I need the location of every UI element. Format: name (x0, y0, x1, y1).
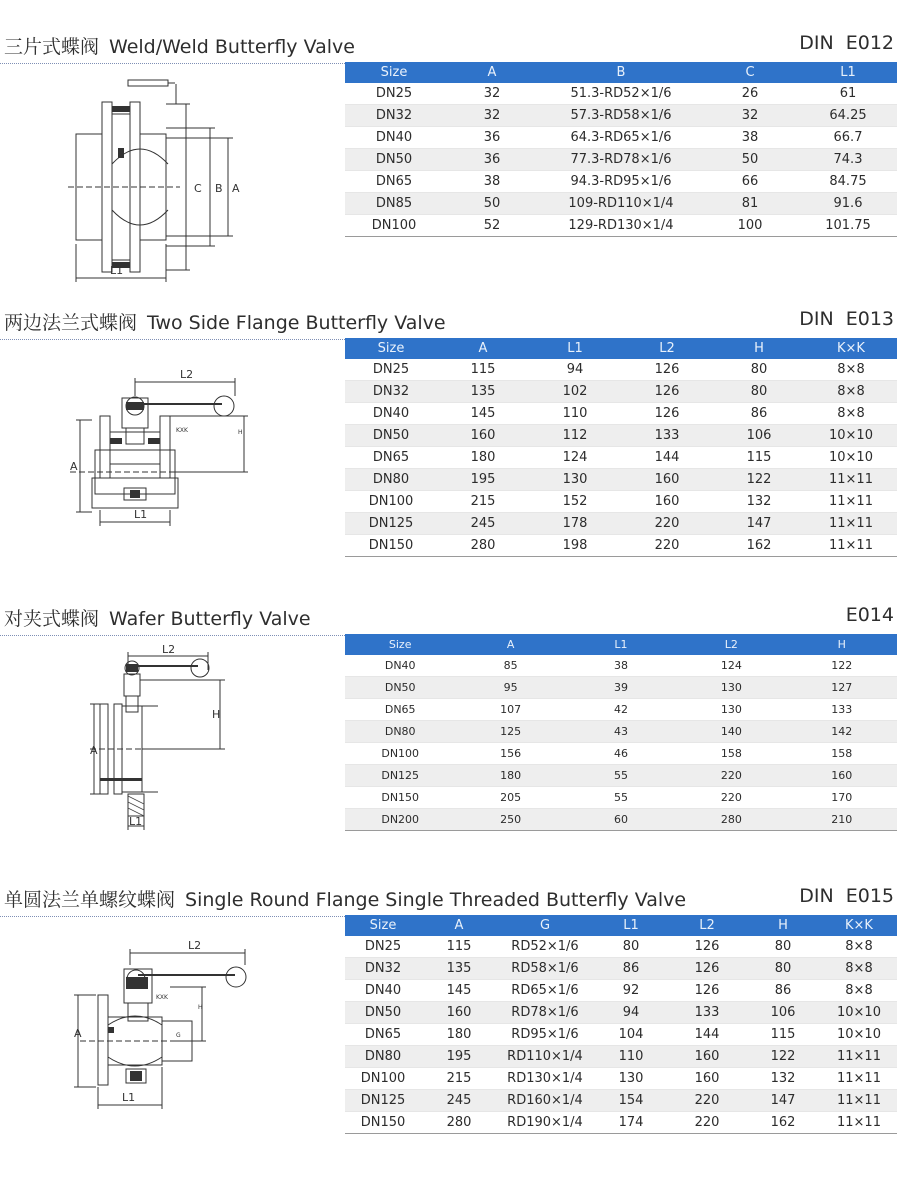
cell: 126 (621, 381, 713, 403)
cell: DN150 (345, 1112, 421, 1134)
divider (0, 635, 345, 636)
table-row (345, 677, 897, 699)
col-header: H (787, 634, 897, 655)
cell: 10×10 (805, 447, 897, 469)
col-header: L2 (669, 915, 745, 936)
table-row (345, 359, 897, 381)
divider (0, 339, 345, 340)
table-row (345, 1068, 897, 1090)
cell: 86 (593, 958, 669, 980)
cell: 160 (787, 765, 897, 787)
cell: 156 (455, 743, 565, 765)
section-title (4, 308, 446, 335)
cell: 92 (593, 980, 669, 1002)
cell: 115 (421, 936, 497, 958)
dim-label-a: A (90, 744, 98, 757)
table-row (345, 1002, 897, 1024)
cell: 10×10 (821, 1024, 897, 1046)
cell: 160 (669, 1046, 745, 1068)
cell: 220 (676, 765, 786, 787)
cell: 245 (421, 1090, 497, 1112)
cell: 125 (455, 721, 565, 743)
cell: DN50 (345, 425, 437, 447)
cell: 8×8 (805, 359, 897, 381)
title-en: Weld/Weld Butterfly Valve (109, 36, 355, 58)
table-row (345, 743, 897, 765)
two-side-flange-drawing (40, 364, 260, 534)
cell: 8×8 (821, 958, 897, 980)
cell: 152 (529, 491, 621, 513)
cell: 26 (701, 83, 799, 105)
cell: 250 (455, 809, 565, 831)
cell: RD58×1/6 (497, 958, 593, 980)
cell: RD190×1/4 (497, 1112, 593, 1134)
cell: 180 (421, 1024, 497, 1046)
cell: 154 (593, 1090, 669, 1112)
cell: 115 (437, 359, 529, 381)
cell: DN125 (345, 765, 455, 787)
table-row (345, 171, 897, 193)
cell: 133 (787, 699, 897, 721)
cell: 11×11 (821, 1112, 897, 1134)
cell: 124 (529, 447, 621, 469)
dim-label-a: A (74, 1027, 82, 1040)
cell: 38 (701, 127, 799, 149)
title-en: Two Side Flange Butterfly Valve (147, 312, 446, 334)
col-header: A (437, 338, 529, 359)
col-header: L2 (621, 338, 713, 359)
table-row (345, 425, 897, 447)
cell: 126 (621, 403, 713, 425)
cell: 94.3-RD95×1/6 (541, 171, 701, 193)
col-header: Size (345, 634, 455, 655)
cell: 162 (713, 535, 805, 557)
spec-table-e014 (345, 634, 897, 831)
cell: DN40 (345, 403, 437, 425)
table-row (345, 936, 897, 958)
dim-label-b: B (215, 182, 223, 195)
cell: 130 (529, 469, 621, 491)
table-row (345, 469, 897, 491)
cell: 106 (745, 1002, 821, 1024)
table-row (345, 403, 897, 425)
cell: 220 (621, 535, 713, 557)
cell: 280 (676, 809, 786, 831)
cell: DN125 (345, 513, 437, 535)
cell: 205 (455, 787, 565, 809)
dim-label-kxk: KXK (156, 994, 168, 1001)
cell: 178 (529, 513, 621, 535)
section-title (4, 32, 355, 59)
cell: 130 (676, 677, 786, 699)
cell: 132 (713, 491, 805, 513)
cell: 160 (621, 469, 713, 491)
cell: 11×11 (805, 513, 897, 535)
cell: 195 (437, 469, 529, 491)
col-header: K×K (821, 915, 897, 936)
dim-label-h: H (238, 429, 243, 436)
title-en: Wafer Butterfly Valve (109, 608, 311, 630)
table-row (345, 513, 897, 535)
col-header: L1 (566, 634, 676, 655)
table-row (345, 809, 897, 831)
cell: 11×11 (821, 1090, 897, 1112)
dim-label-h: H (198, 1004, 203, 1011)
cell: 66 (701, 171, 799, 193)
cell: 110 (593, 1046, 669, 1068)
spec-table-e015 (345, 915, 897, 1134)
single-round-flange-drawing (40, 937, 270, 1127)
cell: 80 (713, 359, 805, 381)
table-row (345, 83, 897, 105)
cell: 39 (566, 677, 676, 699)
cell: 133 (669, 1002, 745, 1024)
cell: 180 (437, 447, 529, 469)
cell: 144 (669, 1024, 745, 1046)
cell: 51.3-RD52×1/6 (541, 83, 701, 105)
wafer-valve-drawing (40, 644, 260, 834)
cell: DN32 (345, 958, 421, 980)
cell: 43 (566, 721, 676, 743)
col-header: H (745, 915, 821, 936)
cell: 132 (745, 1068, 821, 1090)
cell: 55 (566, 765, 676, 787)
cell: 80 (593, 936, 669, 958)
title-cn: 三片式蝶阀 (4, 36, 100, 58)
cell: 129-RD130×1/4 (541, 215, 701, 237)
cell: 8×8 (821, 936, 897, 958)
product-code: DIN E012 (799, 32, 894, 54)
cell: RD65×1/6 (497, 980, 593, 1002)
title-en: Single Round Flange Single Threaded Butterfly Valve (185, 889, 687, 911)
cell: DN25 (345, 83, 443, 105)
cell: 100 (701, 215, 799, 237)
cell: 215 (437, 491, 529, 513)
cell: 11×11 (805, 469, 897, 491)
cell: DN32 (345, 105, 443, 127)
cell: 80 (745, 936, 821, 958)
table-row (345, 1024, 897, 1046)
cell: DN32 (345, 381, 437, 403)
cell: 160 (621, 491, 713, 513)
product-code: E014 (845, 604, 894, 626)
cell: DN65 (345, 1024, 421, 1046)
col-header: H (713, 338, 805, 359)
dim-label-l2: L2 (180, 368, 194, 381)
cell: 145 (421, 980, 497, 1002)
cell: 160 (437, 425, 529, 447)
cell: 32 (443, 83, 541, 105)
cell: 32 (701, 105, 799, 127)
cell: 85 (455, 655, 565, 677)
cell: 126 (669, 980, 745, 1002)
cell: DN65 (345, 171, 443, 193)
cell: 50 (443, 193, 541, 215)
dim-label-l1: L1 (129, 815, 143, 828)
cell: 115 (745, 1024, 821, 1046)
cell: 160 (421, 1002, 497, 1024)
table-row (345, 149, 897, 171)
table-row (345, 447, 897, 469)
col-header: A (443, 62, 541, 83)
cell: DN85 (345, 193, 443, 215)
col-header: Size (345, 62, 443, 83)
cell: 126 (669, 958, 745, 980)
cell: 122 (745, 1046, 821, 1068)
cell: 10×10 (805, 425, 897, 447)
cell: 130 (593, 1068, 669, 1090)
cell: 122 (713, 469, 805, 491)
cell: 162 (745, 1112, 821, 1134)
cell: DN100 (345, 491, 437, 513)
col-header: L1 (799, 62, 897, 83)
cell: 94 (529, 359, 621, 381)
dim-label-l2: L2 (162, 644, 176, 656)
cell: 220 (669, 1112, 745, 1134)
cell: DN40 (345, 127, 443, 149)
cell: 122 (787, 655, 897, 677)
cell: 80 (745, 958, 821, 980)
cell: 11×11 (805, 491, 897, 513)
col-header: Size (345, 338, 437, 359)
spec-table-e012 (345, 62, 897, 237)
cell: 102 (529, 381, 621, 403)
cell: 280 (421, 1112, 497, 1134)
cell: 32 (443, 105, 541, 127)
cell: 170 (787, 787, 897, 809)
cell: 142 (787, 721, 897, 743)
cell: 112 (529, 425, 621, 447)
dim-label-g: G (176, 1032, 181, 1039)
cell: DN40 (345, 655, 455, 677)
cell: 57.3-RD58×1/6 (541, 105, 701, 127)
cell: 8×8 (805, 381, 897, 403)
col-header: L1 (593, 915, 669, 936)
cell: RD95×1/6 (497, 1024, 593, 1046)
table-row (345, 958, 897, 980)
cell: 160 (669, 1068, 745, 1090)
cell: 91.6 (799, 193, 897, 215)
cell: RD110×1/4 (497, 1046, 593, 1068)
col-header: G (497, 915, 593, 936)
table-row (345, 699, 897, 721)
cell: 215 (421, 1068, 497, 1090)
cell: 11×11 (821, 1068, 897, 1090)
table-row (345, 535, 897, 557)
cell: DN100 (345, 215, 443, 237)
cell: 8×8 (821, 980, 897, 1002)
cell: 126 (621, 359, 713, 381)
table-row (345, 193, 897, 215)
dim-label-c: C (194, 182, 202, 195)
dim-label-l2: L2 (188, 939, 202, 952)
title-cn: 对夹式蝶阀 (4, 608, 100, 630)
table-row (345, 765, 897, 787)
table-row (345, 655, 897, 677)
cell: 115 (713, 447, 805, 469)
cell: 135 (421, 958, 497, 980)
cell: DN80 (345, 1046, 421, 1068)
cell: 86 (713, 403, 805, 425)
cell: 130 (676, 699, 786, 721)
cell: DN150 (345, 535, 437, 557)
cell: DN50 (345, 677, 455, 699)
col-header: Size (345, 915, 421, 936)
cell: RD130×1/4 (497, 1068, 593, 1090)
cell: 174 (593, 1112, 669, 1134)
cell: 38 (443, 171, 541, 193)
spec-table-e013 (345, 338, 897, 557)
cell: 60 (566, 809, 676, 831)
cell: RD52×1/6 (497, 936, 593, 958)
cell: 245 (437, 513, 529, 535)
table-row (345, 721, 897, 743)
cell: 11×11 (821, 1046, 897, 1068)
cell: 42 (566, 699, 676, 721)
cell: DN80 (345, 721, 455, 743)
table-row (345, 1046, 897, 1068)
dim-label-l1: L1 (110, 264, 124, 277)
cell: 50 (701, 149, 799, 171)
table-row (345, 215, 897, 237)
cell: 110 (529, 403, 621, 425)
dim-label-a: A (232, 182, 240, 195)
cell: DN100 (345, 743, 455, 765)
cell: 104 (593, 1024, 669, 1046)
cell: 66.7 (799, 127, 897, 149)
table-row (345, 980, 897, 1002)
dim-label-l1: L1 (122, 1091, 136, 1104)
cell: DN200 (345, 809, 455, 831)
dim-label-a: A (70, 460, 78, 473)
cell: 144 (621, 447, 713, 469)
cell: 158 (676, 743, 786, 765)
cell: 8×8 (805, 403, 897, 425)
cell: 61 (799, 83, 897, 105)
col-header: B (541, 62, 701, 83)
cell: 198 (529, 535, 621, 557)
cell: 80 (713, 381, 805, 403)
cell: 64.3-RD65×1/6 (541, 127, 701, 149)
table-row (345, 1112, 897, 1134)
cell: DN100 (345, 1068, 421, 1090)
col-header: C (701, 62, 799, 83)
col-header: L1 (529, 338, 621, 359)
cell: 140 (676, 721, 786, 743)
cell: 135 (437, 381, 529, 403)
table-row (345, 491, 897, 513)
cell: 220 (621, 513, 713, 535)
table-row (345, 127, 897, 149)
title-cn: 两边法兰式蝶阀 (4, 312, 138, 334)
dim-label-h: H (212, 708, 221, 721)
cell: 77.3-RD78×1/6 (541, 149, 701, 171)
cell: 210 (787, 809, 897, 831)
cell: DN50 (345, 1002, 421, 1024)
col-header: L2 (676, 634, 786, 655)
cell: 84.75 (799, 171, 897, 193)
cell: 11×11 (805, 535, 897, 557)
cell: DN150 (345, 787, 455, 809)
cell: 195 (421, 1046, 497, 1068)
cell: DN125 (345, 1090, 421, 1112)
cell: DN80 (345, 469, 437, 491)
cell: 109-RD110×1/4 (541, 193, 701, 215)
cell: DN40 (345, 980, 421, 1002)
cell: 95 (455, 677, 565, 699)
cell: DN65 (345, 699, 455, 721)
section-title (4, 885, 686, 912)
table-row (345, 381, 897, 403)
cell: 10×10 (821, 1002, 897, 1024)
cell: 124 (676, 655, 786, 677)
cell: DN25 (345, 359, 437, 381)
divider (0, 916, 345, 917)
cell: 220 (669, 1090, 745, 1112)
divider (0, 63, 345, 64)
cell: RD78×1/6 (497, 1002, 593, 1024)
col-header: A (421, 915, 497, 936)
cell: DN65 (345, 447, 437, 469)
cell: 180 (455, 765, 565, 787)
col-header: A (455, 634, 565, 655)
cell: 55 (566, 787, 676, 809)
cell: 81 (701, 193, 799, 215)
cell: 133 (621, 425, 713, 447)
dim-label-l1: L1 (134, 508, 148, 521)
title-cn: 单圆法兰单螺纹蝶阀 (4, 889, 176, 911)
dim-label-kxk: KXK (176, 427, 188, 434)
cell: 86 (745, 980, 821, 1002)
table-row (345, 787, 897, 809)
cell: 36 (443, 149, 541, 171)
cell: 147 (713, 513, 805, 535)
table-row (345, 105, 897, 127)
cell: 280 (437, 535, 529, 557)
cell: 145 (437, 403, 529, 425)
cell: DN25 (345, 936, 421, 958)
cell: 101.75 (799, 215, 897, 237)
cell: 158 (787, 743, 897, 765)
cell: 64.25 (799, 105, 897, 127)
section-title (4, 604, 311, 631)
product-code: DIN E013 (799, 308, 894, 330)
table-row (345, 1090, 897, 1112)
cell: 74.3 (799, 149, 897, 171)
cell: 46 (566, 743, 676, 765)
weld-valve-drawing (40, 74, 260, 294)
cell: 36 (443, 127, 541, 149)
cell: 220 (676, 787, 786, 809)
cell: RD160×1/4 (497, 1090, 593, 1112)
cell: 52 (443, 215, 541, 237)
cell: 38 (566, 655, 676, 677)
cell: 106 (713, 425, 805, 447)
cell: 126 (669, 936, 745, 958)
cell: DN50 (345, 149, 443, 171)
cell: 147 (745, 1090, 821, 1112)
cell: 94 (593, 1002, 669, 1024)
cell: 127 (787, 677, 897, 699)
cell: 107 (455, 699, 565, 721)
col-header: K×K (805, 338, 897, 359)
product-code: DIN E015 (799, 885, 894, 907)
